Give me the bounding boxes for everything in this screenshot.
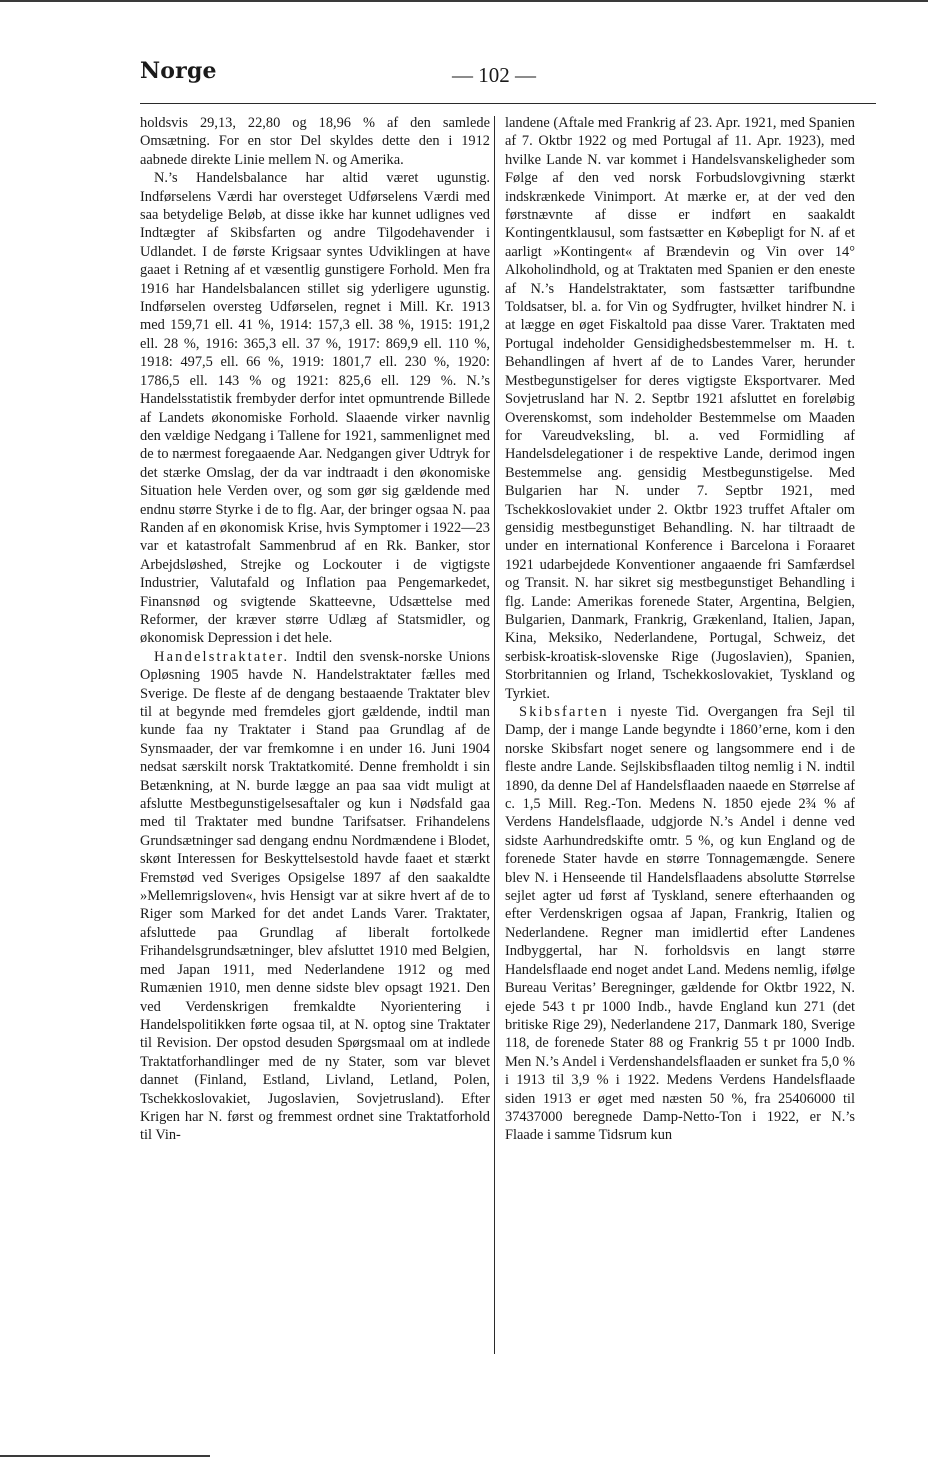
paragraph — [505, 703, 855, 1145]
paragraph: landene (Aftale med Frankrig af 23. Apr. 1921, med Spanien af 7. Oktbr 1922 og med Portugal af 11. Apr. 1923), med hvilke Lande N. var kommet i Handelsvanskeligheder som Følge af den ved norsk Forbudslovgivning stærkt indskrænkede Vinimport. At mærke er, at der ved den førstnævnte af disse er indført en saakaldt Kontingentklausul, som fastsætter en Købepligt for N. af et aarligt »Kontingent« af Brændevin og Vin over 14° Alkoholindhold, og at Traktaten med Spanien er den eneste af N.’s Handelstraktater, som fastsætter tarifbundne Toldsatser, bl. a. for Vin og Sydfrugter, hvilket hindrer N. i at lægge en øget Fiskaltold paa disse Varer. Traktaten med Portugal indeholder Gensidighedsbestemmelser m. H. t. Behandlingen af hvert af de to Landes Varer, herunder Mestbegunstigelser for deres vigtigste Eksportvarer. Med Sovjetrusland har N. 2. Septbr 1921 afsluttet en foreløbig Overenskomst, som indeholder Bestemmelse om Maaden for Vareudveksling, bl. a. ved Formidling af Handelsdelegationer i de respektive Lande, derimod ingen Bestemmelse ang. gensidig Mestbegunstigelse. Med Bulgarien har N. under 7. Septbr 1921, med Tschekkoslovakiet under 2. Oktbr 1923 truffet Aftaler om gensidig mestbegunstiget Behandling. N. har tiltraadt de under en international Konference i Barcelona i Foraaret 1921 udarbejdede Konventioner angaaende fri Samfærdsel og Transit. N. har sikret sig mestbegunstiget Behandling i flg. Lande: Amerikas forenede Stater, Argentina, Belgien, Bulgarien, Danmark, Frankrig, Grækenland, Italien, Japan, Kina, Meksiko, Nederlandene, Portugal, Schweiz, det serbisk-kroatisk-slovenske Rige (Jugoslavien), Spanien, Storbritannien og Irland, Tschekkoslovakiet, Tyskland og Tyrkiet. — [505, 115, 855, 702]
left-column — [140, 114, 490, 1354]
paragraph-text: Indtil den svensk-norske Unions Opløsning 1905 havde N. Handelstraktater fælles med Sverige. De fleste af de dengang bestaaende Traktater blev til at begynde med fremdeles gjort gældende, indtil man kunde faa ny Traktater i Stand paa Grundlag af de Synsmaader, der var fremkomne i en under 16. Juni 1904 nedsat særskilt norsk Traktatkomité. Denne fremholdt i sin Betænkning, at N. burde lægge an paa saa vidt muligt at afslutte Mestbegunstigelsesaftaler og kun i Nødsfald gaa med til Traktater med bundne Tarifsatser. Frihandelens Grundsætninger sad dengang endnu Nordmændene i Blodet, skønt Interessen for Beskyttelsestold havde faaet et stærkt Fremstød ved Sveriges Opsigelse 1897 af den saakaldte »Mellemrigsloven«, hvis Hensigt var at sikre hvert af de to Riger som Marked for det andet Lands Varer. Traktater, afsluttede paa Grundlag af liberalt fortolkede Frihandelsgrundsætninger, blev afsluttet 1910 med Belgien, med Japan 1911, med Nederlandene 1912 og med Rumænien 1910, men denne sidste blev opsagt 1921. Den ved Verdenskrigen fremkaldte Nyorientering i Handelspolitikken førte ogsaa til, at N. optog sine Traktater til Revision. Der opstod desuden Spørgsmaal om at indlede Traktatforhandlinger med de ny Stater, som var blevet dannet (Finland, Estland, Livland, Letland, Polen, Tschekkoslovakiet, Jugoslavien, Sovjetrusland). Efter Krigen har N. først og fremmest ordnet sine Traktatforhold til Vin- — [140, 648, 490, 1144]
page-number: — 102 — — [452, 63, 536, 87]
right-column — [505, 114, 855, 1354]
paragraph: holdsvis 29,13, 22,80 og 18,96 % af den samlede Omsætning. For en stor Del skyldes dette den i 1912 aabnede direkte Linie mellem N. og Amerika. — [140, 115, 490, 168]
section-heading: Skibsfarten — [519, 704, 609, 720]
column-divider — [494, 116, 495, 1354]
paragraph — [140, 648, 490, 1145]
section-heading: Handelstraktater. — [154, 648, 290, 665]
header-rule — [140, 103, 876, 104]
bottom-border-rule — [0, 1455, 210, 1457]
top-border-rule — [0, 0, 928, 2]
paragraph: N.’s Handelsbalance har altid været ugunstig. Indførselens Værdi har oversteget Udførselens Værdi med saa betydelige Beløb, at disse ikke har kunnet udlignes ved Indtægter af Skibsfarten og andre Tilgodehavender i Udlandet. I de første Krigsaar syntes Udviklingen at have gaaet i Retning af et væsentlig gunstigere Forhold. Men fra 1916 har Handelsbalancen stillet sig yderligere ugunstig. Indførselen oversteg Udførselen, regnet i Mill. Kr. 1913 med 159,71 ell. 41 %, 1914: 157,3 ell. 38 %, 1915: 191,2 ell. 28 %, 1916: 365,3 ell. 37 %, 1917: 869,9 ell. 110 %, 1918: 497,5 ell. 66 %, 1919: 1801,7 ell. 230 %, 1920: 1786,5 ell. 143 % og 1921: 825,6 ell. 129 %. N.’s Handelsstatistik frembyder derfor intet opmuntrende Billede af Landets økonomiske Forhold. Slaaende virker navnlig den vældige Nedgang i Tallene for 1921, sammenlignet med de to nærmest foregaaende Aar. Nedgangen giver Udtryk for det stærke Omslag, der da var indtraadt i den økonomiske Situation hele Verden over, og som gør sig gældende med endnu større Styrke i de to flg. Aar, der bringer ogsaa N. paa Randen af en økonomisk Krise, hvis Symptomer i 1922—23 var et katastrofalt Sammenbrud af en Rk. Banker, stor Arbejdsløshed, Strejke og Lockouter i de vigtigste Industrier, Valutafald og Inflation paa Pengemarkedet, Finansnød og svigtende Skatteevne, Udsættelse med Reformer, der kræver større Udlæg af Statsmidler, og økonomisk Depression i det hele. — [140, 170, 490, 647]
paragraph-text: i nyeste Tid. Overgangen fra Sejl til Damp, der i mange Lande begyndte i 1860’erne, kom i den norske Skibsfart noget senere og langsommere end i de fleste andre Lande. Sejlskibsflaaden tiltog nemlig i N. indtil 1890, da denne Del af Handelsflaaden naaede en Størrelse af c. 1,5 Mill. Reg.-Ton. Medens N. 1850 ejede 2¾ % af Verdens Handelsflaade, udgjorde N.’s Andel i denne ved sidste Aarhundredskifte omtr. 5 %, og kun England og de forenede Stater havde en større Tonnagemængde. Senere blev N. i Henseende til Handelsflaadens absolutte Størrelse sejlet agter ud først af Tyskland, senere efterhaanden og efter Verdenskrigen ogsaa af Japan, Frankrig, Italien og Nederlandene. Regner man imidlertid efter Landenes Indbyggertal, har N. forholdsvis en langt større Handelsflaade end noget andet Land. Medens nemlig, ifølge Bureau Veritas’ Beregninger, gældende for Oktbr 1922, N. ejede 543 t pr 1000 Indb., havde England kun 271 (det britiske Rige 29), Nederlandene 217, Danmark 180, Sverige 118, de forenede Stater 88 og Frankrig 55 t pr 1000 Indb. Men N.’s Andel i Verdenshandelsflaaden er sunket fra 5,0 % i 1913 til 3,9 % i 1922. Medens Verdens Handelsflaade siden 1913 er øget med næsten 50 %, fra 25406000 til 37437000 beregnede Damp-Netto-Ton i 1922, er N.’s Flaade i samme Tidsrum kun — [505, 704, 855, 1144]
running-header-title: Norge — [140, 58, 217, 84]
